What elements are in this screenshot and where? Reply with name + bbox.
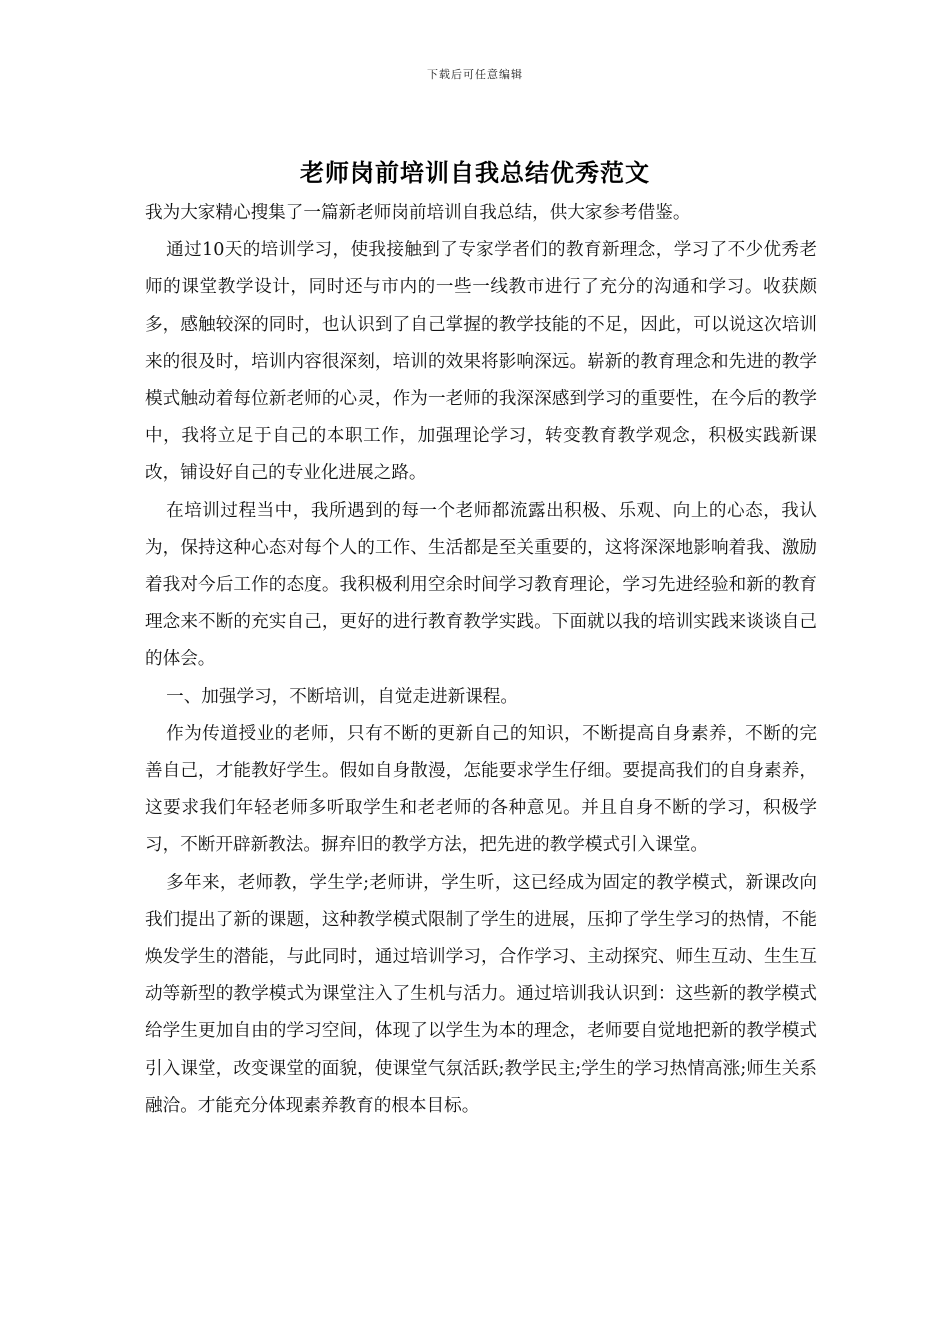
paragraph-training-overview: 通过10天的培训学习，使我接触到了专家学者们的教育新理念，学习了不少优秀老师的课堂教学设计，同时还与市内的一些一线教市进行了充分的沟通和学习。收获颇多，感触较深的同时，也认识到了自己掌握的教学技能的不足，因此，可以说这次培训来的很及时，培训内容很深刻，培训的效果将影响深远。崭新的教育理念和先进的教学模式触动着每位新老师的心灵，作为一老师的我深深感到学习的重要性，在今后的教学中，我将立足于自己的本职工作，加强理论学习，转变教育教学观念，积极实践新课改，铺设好自己的专业化进展之路。 bbox=[145, 240, 817, 484]
paragraph-intro: 我为大家精心搜集了一篇新老师岗前培训自我总结，供大家参考借鉴。 bbox=[145, 203, 691, 223]
header-note: 下载后可任意编辑 bbox=[427, 68, 523, 81]
document-body bbox=[145, 195, 817, 1125]
document-title: 老师岗前培训自我总结优秀范文 bbox=[300, 158, 650, 187]
paragraph-training-attitude: 在培训过程当中，我所遇到的每一个老师都流露出积极、乐观、向上的心态，我认为，保持这种心态对每个人的工作、生活都是至关重要的，这将深深地影响着我、激励着我对今后工作的态度。我积极利用空余时间学习教育理论，学习先进经验和新的教育理念来不断的充实自己，更好的进行教育教学实践。下面就以我的培训实践来谈谈自己的体会。 bbox=[145, 500, 817, 670]
section-heading-one: 一、加强学习，不断培训，自觉走进新课程。 bbox=[166, 686, 518, 707]
paragraph-self-improvement: 作为传道授业的老师，只有不断的更新自己的知识，不断提高自身素养，不断的完善自己，才能教好学生。假如自身散漫，怎能要求学生仔细。要提高我们的自身素养，这要求我们年轻老师多听取学生和老老师的各种意见。并且自身不断的学习，积极学习，不断开辟新教法。摒弃旧的教学方法，把先进的教学模式引入课堂。 bbox=[145, 723, 817, 856]
paragraph-teaching-models: 多年来，老师教，学生学;老师讲，学生听，这已经成为固定的教学模式，新课改向我们提出了新的课题，这种教学模式限制了学生的进展，压抑了学生学习的热情，不能焕发学生的潜能，与此同时，通过培训学习，合作学习、主动探究、师生互动、生生互动等新型的教学模式为课堂注入了生机与活力。通过培训我认识到：这些新的教学模式给学生更加自由的学习空间，体现了以学生为本的理念，老师要自觉地把新的教学模式引入课堂，改变课堂的面貌，使课堂气氛活跃;教学民主;学生的学习热情高涨;师生关系融洽。才能充分体现素养教育的根本目标。 bbox=[145, 872, 817, 1116]
